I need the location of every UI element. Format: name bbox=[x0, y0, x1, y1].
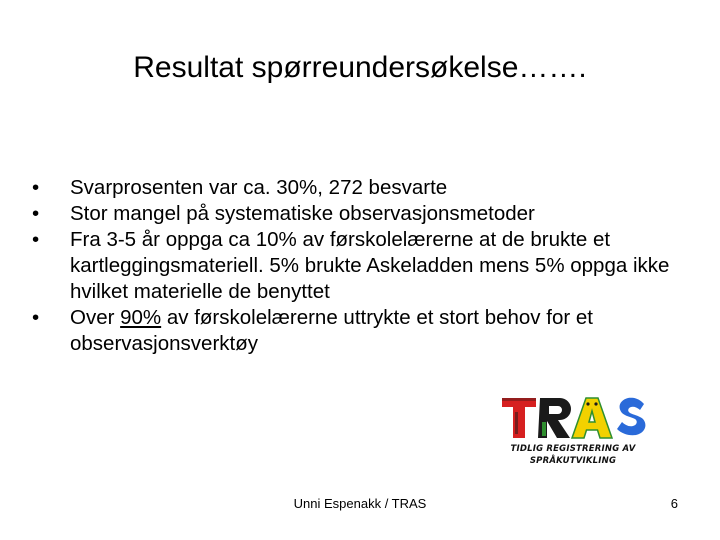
logo-letter-s bbox=[617, 398, 645, 436]
bullet-item bbox=[32, 175, 692, 201]
underlined-percentage: 90% bbox=[120, 306, 162, 329]
tras-logo bbox=[498, 392, 648, 470]
bullet-list bbox=[32, 175, 692, 357]
bullet-text: Stor mangel på systematiske observasjonsmetoder bbox=[70, 202, 535, 225]
bullet-item bbox=[32, 201, 692, 227]
logo-letter-t bbox=[502, 398, 536, 438]
slide-title: Resultat spørreundersøkelse……. bbox=[133, 51, 587, 84]
bullet-text: Svarprosenten var ca. 30%, 272 besvarte bbox=[70, 176, 448, 199]
bullet-text: Fra 3-5 år oppga ca 10% av førskolelærerne at de brukte et kartleggingsmateriell. 5% brukte Askeladden mens 5% oppga ikke hvilket materielle de benyttet bbox=[70, 228, 670, 303]
bullet-text-start: Over bbox=[70, 306, 121, 329]
bullet-item bbox=[32, 305, 692, 357]
tras-wordmark bbox=[498, 392, 648, 442]
page-number: 6 bbox=[670, 496, 678, 511]
logo-tagline-line2: SPRÅKUTVIKLING bbox=[529, 456, 617, 466]
slide-footer: Unni Espenakk / TRAS bbox=[293, 496, 427, 511]
logo-letter-r bbox=[538, 398, 571, 438]
logo-letter-a bbox=[572, 398, 612, 438]
logo-tagline-line1: TIDLIG REGISTRERING AV bbox=[510, 444, 636, 454]
bullet-text-end: av førskolelærerne uttrykte et stort behov for et observasjonsverktøy bbox=[70, 306, 593, 355]
bullet-item bbox=[32, 227, 692, 305]
